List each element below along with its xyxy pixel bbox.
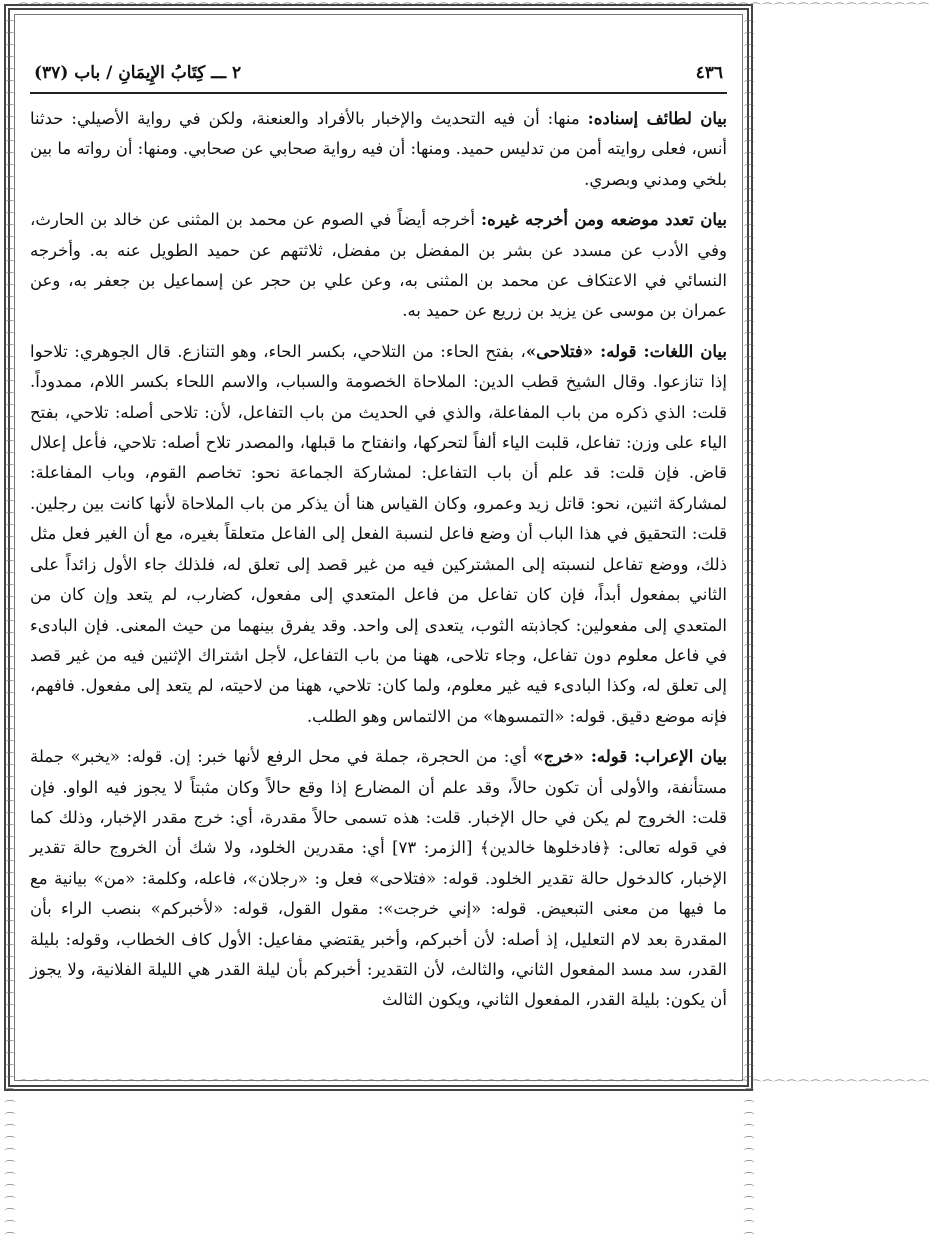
running-title: ٢ ـــ كِتَابُ الإِيمَانِ / باب (٣٧) [34, 63, 242, 83]
book-page [30, 58, 727, 1068]
paragraph-text: أخرجه أيضاً في الصوم عن محمد بن المثنى عن خالد بن الحارث، وفي الأدب عن مسدد عن بشر بن المفضل بن مفضل، ثلاثتهم عن حميد الطويل عنه به. وأخرجه النسائي في الاعتكاف عن محمد بن المثنى به، وعن علي بن حجر عن إسماعيل بن جعفر به، وعن عمران بن موسى عن يزيد بن زريع عن حميد به. [30, 210, 727, 321]
paragraph-text: منها: أن فيه التحديث والإخبار بالأفراد والعنعنة، ولكن في رواية الأصيلي: حدثنا أنس، فعلى روايته أمن من تدليس حميد. ومنها: أن فيه رواية صحابي عن صحابي. ومنها: أن رواته ما بين بلخي ومدني وبصري. [30, 109, 727, 189]
running-header [30, 58, 727, 94]
paragraph-sources [30, 205, 727, 327]
section-heading: بيان تعدد موضعه ومن أخرجه غيره: [481, 210, 727, 230]
paragraph-text: أي: من الحجرة، جملة في محل الرفع لأنها خبر: إن. قوله: «يخبر» جملة مستأنفة، والأولى أن تكون حالاً، وقد علم أن المضارع إذا وقع حالاً وكان مثبتاً لا يجوز فيه الواو. فإن قلت: الخروج لم يكن في حال الإخبار. قلت: هذه تسمى حالاً مقدرة، أي: خرج مقدر الإخبار، وذلك كما في قوله تعالى: ﴿فادخلوها خالدين﴾ [الزمر: ٧٣] أي: مقدرين الخلود، ولا شك أن الخروج حالة تقدير الإخبار، كالدخول حالة تقدير الخلود. قوله: «فتلاحى» فعل و: «رجلان»، فاعله، وكلمة: «من» بيانية مع ما فيها من معنى التبعيض. قوله: «إني خرجت»: مقول القول، قوله: «لأخبركم» بنصب الراء بأن المقدرة بعد لام التعليل، إذ أصله: لأن أخبركم، وأخبر يقتضي مفاعيل: الأول كاف الخطاب، وقوله: بليلة القدر، سد مسد المفعول الثاني، والثالث، لأن التقدير: أخبركم بأن ليلة القدر هي الليلة الفلانية، ولا يجوز أن يكون: بليلة القدر، المفعول الثاني، ويكون الثالث [30, 747, 727, 1010]
paragraph-grammar [30, 742, 727, 1016]
paragraph-lexicon [30, 337, 727, 732]
ornament-border-left: ⌒⌒⌒⌒⌒⌒⌒⌒⌒⌒⌒⌒⌒⌒⌒⌒⌒⌒⌒⌒⌒⌒⌒⌒⌒⌒⌒⌒⌒⌒⌒⌒⌒⌒⌒⌒⌒⌒⌒⌒⌒⌒⌒⌒⌒⌒⌒⌒⌒⌒⌒⌒⌒⌒⌒⌒⌒⌒⌒⌒⌒⌒⌒⌒⌒⌒⌒⌒⌒⌒⌒⌒⌒⌒⌒⌒⌒⌒⌒⌒⌒⌒⌒⌒⌒⌒⌒⌒⌒⌒⌒⌒⌒⌒⌒⌒⌒⌒⌒⌒⌒⌒ [3, 20, 16, 1244]
page-number: ٤٣٦ [695, 63, 723, 83]
section-heading: بيان الإعراب: قوله: «خرج» [533, 747, 727, 767]
section-heading: بيان لطائف إسناده: [587, 109, 728, 128]
paragraph-text: ، بفتح الحاء: من التلاحي، بكسر الحاء، وهو التنازع. قال الجوهري: تلاحوا إذا تنازعوا. وقال الشيخ قطب الدين: الملاحاة الخصومة والسباب، والاسم اللحاء بكسر اللام، ممدوداً. قلت: الذي ذكره من باب المفاعلة، والذي في الحديث من باب التفاعل، لأن: تلاحى أصله: تلاحي، بفتح الياء على وزن: تفاعل، قلبت الياء ألفاً لتحركها، وانفتاح ما قبلها، والمصدر تلاح أصله: تلاحي، فأعل إعلال قاض. فإن قلت: قد علم أن باب التفاعل: لمشاركة الجماعة نحو: تخاصم القوم، وباب المفاعلة: لمشاركة اثنين، نحو: قاتل زيد وعمرو، وكان القياس هنا أن يذكر من باب الملاحاة لأنها كانت بين رجلين. قلت: التحقيق في هذا الباب أن وضع فاعل لنسبة الفعل إلى الفاعل متعلقاً بغيره، مع أن الغير فعل مثل ذلك، ووضع تفاعل لنسبته إلى المشتركين فيه من غير قصد إلى تعلق له، فلذلك جاء الأول زائداً على الثاني بمفعول أبداً، فإن كان تفاعل من فاعل المتعدي إلى مفعول، كضارب، لم يتعد وإن كان من المتعدي إلى مفعولين: كجاذبته الثوب، يتعدى إلى واحد. وقد يفرق بينهما من حيث المعنى. فإن البادىء في فاعل معلوم دون تفاعل، وجاء تلاحى، ههنا من باب التفاعل، لأجل اشتراك الإثنين فيه من غير قصد إلى تعلق له، وكذا البادىء فيه غير معلوم، ولما كان: تلاحي، ههنا من لاحيته، لم يتعد إلى مفعول. فافهم، فإنه موضع دقيق. قوله: «التمسوها» من الالتماس وهو الطلب. [30, 341, 727, 726]
paragraph-isnad-subtleties [30, 104, 727, 195]
page-body [30, 94, 727, 1016]
ornament-border-right: ⌒⌒⌒⌒⌒⌒⌒⌒⌒⌒⌒⌒⌒⌒⌒⌒⌒⌒⌒⌒⌒⌒⌒⌒⌒⌒⌒⌒⌒⌒⌒⌒⌒⌒⌒⌒⌒⌒⌒⌒⌒⌒⌒⌒⌒⌒⌒⌒⌒⌒⌒⌒⌒⌒⌒⌒⌒⌒⌒⌒⌒⌒⌒⌒⌒⌒⌒⌒⌒⌒⌒⌒⌒⌒⌒⌒⌒⌒⌒⌒⌒⌒⌒⌒⌒⌒⌒⌒⌒⌒⌒⌒⌒⌒⌒⌒⌒⌒⌒⌒⌒⌒ [742, 20, 755, 1244]
section-heading: بيان اللغات: قوله: «فتلاحى» [525, 341, 727, 361]
ornament-border-top: ⌒⌒⌒⌒⌒⌒⌒⌒⌒⌒⌒⌒⌒⌒⌒⌒⌒⌒⌒⌒⌒⌒⌒⌒⌒⌒⌒⌒⌒⌒⌒⌒⌒⌒⌒⌒⌒⌒⌒⌒⌒⌒⌒⌒⌒⌒⌒⌒⌒⌒⌒⌒⌒⌒⌒⌒⌒⌒⌒⌒⌒⌒⌒⌒⌒⌒⌒⌒⌒⌒⌒⌒⌒⌒⌒⌒ [18, 2, 930, 15]
ornament-border-bottom: ⌒⌒⌒⌒⌒⌒⌒⌒⌒⌒⌒⌒⌒⌒⌒⌒⌒⌒⌒⌒⌒⌒⌒⌒⌒⌒⌒⌒⌒⌒⌒⌒⌒⌒⌒⌒⌒⌒⌒⌒⌒⌒⌒⌒⌒⌒⌒⌒⌒⌒⌒⌒⌒⌒⌒⌒⌒⌒⌒⌒⌒⌒⌒⌒⌒⌒⌒⌒⌒⌒⌒⌒⌒⌒⌒⌒ [18, 1079, 930, 1092]
